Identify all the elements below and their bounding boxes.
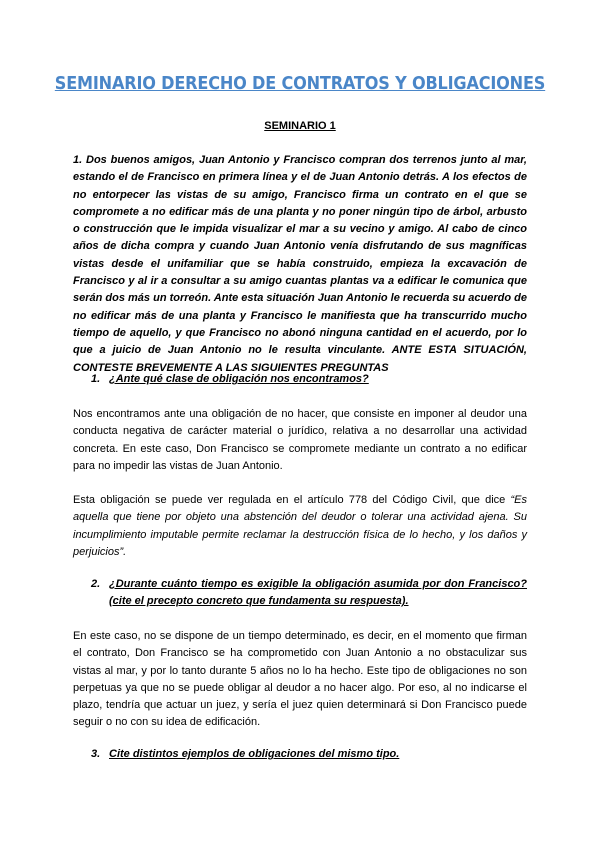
answer-2-paragraph: En este caso, no se dispone de un tiempo determinado, es decir, en el momento que firman el contrato, Don Francisco se ha comprometido con Juan Antonio a no obstaculizar sus vistas al mar, y por lo tanto durante 5 años no lo ha hecho. Este tipo de obligaciones no son perpetuas ya que no se puede obligar al deudor a no hacer algo. Por eso, al no indicarse el plazo, tendría que actuar un juez, y sería el juez quien determinará si Don Francisco puede seguir o no con su idea de edificación. [73,630,527,729]
question-1-number: 1. [91,373,101,385]
seminar-subtitle: SEMINARIO 1 [264,120,336,132]
document-title: SEMINARIO DERECHO DE CONTRATOS Y OBLIGACIONES [54,74,546,94]
article-778-quote: “Es aquella que tiene por objeto una abstención del deudor o tolerar una actividad ajena. Su incumplimiento imputable permite reclamar la destrucción física de lo hecho, y los daños y perjuicios”. [73,494,527,558]
question-2-text: ¿Durante cuánto tiempo es exigible la obligación asumida por don Francisco? (cite el precepto concreto que fundamenta su respuesta). [109,578,527,608]
answer-1-citation-intro: Esta obligación se puede ver regulada en el artículo 778 del Código Civil, que dice [73,494,511,506]
question-2-number: 2. [91,578,101,590]
answer-1-paragraph-2 [73,492,527,561]
question-1 [91,371,527,388]
question-3 [91,746,527,763]
question-2 [91,576,527,611]
question-3-number: 3. [91,748,101,760]
question-3-text: Cite distintos ejemplos de obligaciones del mismo tipo. [109,748,400,760]
answer-1-paragraph-1: Nos encontramos ante una obligación de no hacer, que consiste en imponer al deudor una conducta negativa de carácter material o jurídico, relativa a no desarrollar una actividad concreta. En este caso, Don Francisco se compromete mediante un contrato a no edificar para no impedir las vistas de Juan Antonio. [73,408,527,472]
case-statement: 1. Dos buenos amigos, Juan Antonio y Francisco compran dos terrenos junto al mar, estando el de Francisco en primera línea y el de Juan Antonio detrás. A los efectos de no entorpecer las vistas de su amigo, Francisco firma un contrato en el que se compromete a no edificar más de una planta y no poner ningún tipo de árbol, arbusto o construcción que le impida visualizar el mar a su vecino y amigo. Al cabo de cinco años de dicha compra y cuando Juan Antonio venía disfrutando de sus magníficas vistas desde el unifamiliar que se había construido, empieza la excavación de Francisco y al ir a consultar a su amigo cuantas plantas va a edificar le comunica que serán dos más un torreón. Ante esta situación Juan Antonio le recuerda su acuerdo de no edificar más de una planta y Francisco le manifiesta que ha transcurrido mucho tiempo de aquello, y que Francisco no abonó ninguna cantidad en el acuerdo, por lo que a juicio de Juan Antonio no le resulta vinculante. ANTE ESTA SITUACIÓN, CONTESTE BREVEMENTE A LAS SIGUIENTES PREGUNTAS [73,154,527,374]
question-1-text: ¿Ante qué clase de obligación nos encontramos? [109,373,369,385]
